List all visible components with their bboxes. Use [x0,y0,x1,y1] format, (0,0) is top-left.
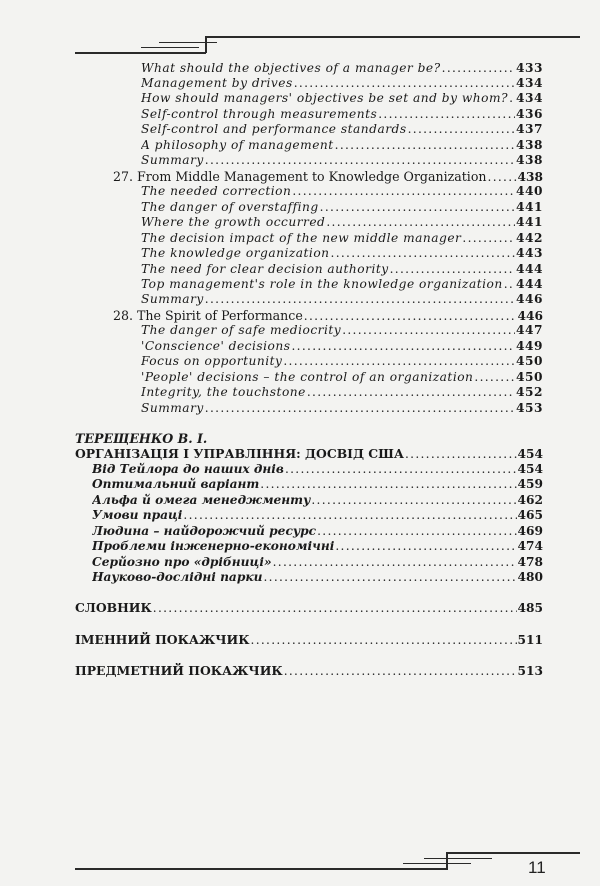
toc-entry-page: 452 [516,385,543,399]
leader-dots [509,91,515,106]
leader-dots [320,200,515,215]
toc-entry[interactable] [92,524,543,539]
author-name: ТЕРЕЩЕНКО В. І. [75,431,208,446]
toc-entry-title: Self-control and performance standards [141,122,407,136]
leader-dots [205,401,515,416]
toc-entry-title: 'People' decisions – the control of an organization [141,370,474,384]
leader-dots [442,61,515,76]
toc-entry-page: 469 [517,524,543,538]
toc-entry-page: 446 [517,309,543,323]
toc-entry-page: 443 [516,246,543,260]
toc-chapter-title: 27. From Middle Management to Knowledge Organization [113,169,487,184]
toc-entry-title: Top management's role in the knowledge organization [141,277,503,291]
toc-entry-page: 438 [516,138,543,152]
toc-entry-page: 450 [516,354,543,368]
leader-dots [153,601,517,615]
leader-dots [342,323,515,338]
toc-entry-page: 437 [516,122,543,136]
toc-entry-page: 474 [517,539,543,553]
toc-entry-page: 485 [517,601,543,615]
toc-entry[interactable] [141,370,543,385]
leader-dots [462,231,515,246]
toc-entry[interactable] [141,200,543,215]
leader-dots [260,477,516,492]
toc-entry-title: The need for clear decision authority [141,262,389,276]
toc-entry-title: A philosophy of management [141,138,334,152]
leader-dots [292,184,515,199]
leader-dots [307,385,515,400]
toc-entry[interactable] [141,401,543,416]
toc-entry[interactable] [92,539,543,554]
toc-entry[interactable] [141,323,543,338]
leader-dots [335,539,516,554]
toc-entry-title: Від Тейлора до наших днів [92,462,284,476]
toc-chapter-27[interactable] [113,169,543,184]
toc-entry-title: What should the objectives of a manager be? [141,61,441,75]
toc-entry-page: 434 [516,91,543,105]
toc-chapter-28[interactable] [113,308,543,323]
toc-entry-page: 436 [516,107,543,121]
toc-entry-title: Self-control through measurements [141,107,378,121]
toc-entry-title: Оптимальний варіант [92,477,260,491]
toc-entry-title: Серйозно про «дрібниці» [92,555,272,569]
leader-dots [205,292,515,307]
toc-section-title: ІМЕННИЙ ПОКАЖЧИК [75,632,250,647]
toc-entry[interactable] [92,493,543,508]
toc-chapter-title: 28. The Spirit of Performance [113,308,303,323]
toc-entry-page: 446 [516,292,543,306]
toc-entry-title: Focus on opportunity [141,354,283,368]
toc-entry[interactable] [92,555,543,570]
toc-entry-title: The danger of safe mediocrity [141,323,342,337]
toc-entry-page: 440 [516,184,543,198]
leader-dots [183,508,516,523]
toc-entry-page: 444 [516,262,543,276]
toc-part-title[interactable] [75,446,543,461]
toc-entry-page: 454 [517,447,543,461]
toc-entry[interactable] [141,76,543,91]
toc-entry-page: 434 [516,76,543,90]
leader-dots [294,76,515,91]
toc-entry[interactable] [92,570,543,585]
toc-entry[interactable] [141,138,543,153]
toc-section-title: ПРЕДМЕТНИЙ ПОКАЖЧИК [75,663,283,678]
toc-entry-title: Integrity, the touchstone [141,385,306,399]
toc-entry[interactable] [141,231,543,246]
toc-entry-page: 450 [516,370,543,384]
toc-entry[interactable] [141,354,543,369]
toc-entry-title: The decision impact of the new middle manager [141,231,462,245]
leader-dots [284,664,517,678]
toc-entry[interactable] [141,153,543,168]
toc-entry-title: How should managers' objectives be set and by whom? [141,91,509,105]
toc-entry-page: 438 [517,170,543,184]
leader-dots [263,570,516,585]
toc-entry-page: 459 [517,477,543,491]
toc-entry-title: Умови праці [92,508,183,522]
toc-entry-title: Summary [141,153,204,167]
toc-entry-title: Management by drives [141,76,293,90]
leader-dots [205,153,515,168]
toc-entry-title: Альфа й омега менеджменту [92,493,311,507]
leader-dots [488,170,517,184]
toc-entry-page: 449 [516,339,543,353]
toc-section-title: СЛОВНИК [75,600,152,615]
toc-entry[interactable] [92,462,543,477]
toc-entry-page: 453 [516,401,543,415]
leader-dots [331,246,516,261]
toc-entry[interactable] [141,246,543,261]
toc-entry-title: Where the growth occurred [141,215,326,229]
toc-part-title-text: ОРГАНІЗАЦІЯ І УПРАВЛІННЯ: ДОСВІД США [75,446,404,461]
toc-entry-page: 444 [516,277,543,291]
toc-entry[interactable] [141,262,543,277]
leader-dots [292,339,516,354]
toc-entry-title: Науково-дослідні парки [92,570,263,584]
toc-entry[interactable] [141,292,543,307]
toc-entry-title: The knowledge organization [141,246,330,260]
toc-entry-page: 442 [516,231,543,245]
toc-entry-page: 441 [516,215,543,229]
toc-entry[interactable] [141,61,543,76]
toc-entry-page: 513 [517,664,543,678]
leader-dots [285,462,517,477]
toc-entry-page: 478 [517,555,543,569]
toc-entry-title: The needed correction [141,184,292,198]
leader-dots [335,138,515,153]
leader-dots [326,215,515,230]
page-number: 11 [528,858,546,877]
leader-dots [504,277,515,292]
leader-dots [273,555,517,570]
toc-entry-page: 480 [517,570,543,584]
toc-entry-page: 454 [517,462,543,476]
toc-section-name-index[interactable] [75,632,543,647]
toc-section-glossary[interactable] [75,600,543,615]
toc-entry[interactable] [141,184,543,199]
leader-dots [283,354,515,369]
toc-entry-page: 438 [516,153,543,167]
toc-entry[interactable] [141,107,543,122]
toc-entry[interactable] [141,91,543,106]
toc-entry[interactable] [141,339,543,354]
toc-entry-page: 465 [517,508,543,522]
toc-entry-title: Summary [141,401,204,415]
leader-dots [390,262,515,277]
toc-entry-page: 441 [516,200,543,214]
toc-entry-title: Проблеми інженерно-економічні [92,539,335,553]
toc-entry-title: 'Conscience' decisions [141,339,291,353]
toc-entry[interactable] [141,277,543,292]
leader-dots [304,309,517,323]
toc-entry[interactable] [141,385,543,400]
leader-dots [408,122,515,137]
toc-entry-title: Summary [141,292,204,306]
toc-entry-page: 433 [516,61,543,75]
leader-dots [317,524,516,539]
leader-dots [378,107,515,122]
toc-entry-page: 447 [516,323,543,337]
leader-dots [474,370,515,385]
leader-dots [311,493,516,508]
toc-entry-page: 462 [517,493,543,507]
toc-entry[interactable] [141,122,543,137]
toc-entry-title: Людина – найдорожчий ресурс [92,524,317,538]
toc-entry-title: The danger of overstaffing [141,200,319,214]
toc-section-subject-index[interactable] [75,663,543,678]
leader-dots [251,633,517,647]
leader-dots [405,447,517,461]
toc-entry-page: 511 [517,633,543,647]
toc-entry[interactable] [92,477,543,492]
toc-entry[interactable] [92,508,543,523]
toc-entry[interactable] [141,215,543,230]
